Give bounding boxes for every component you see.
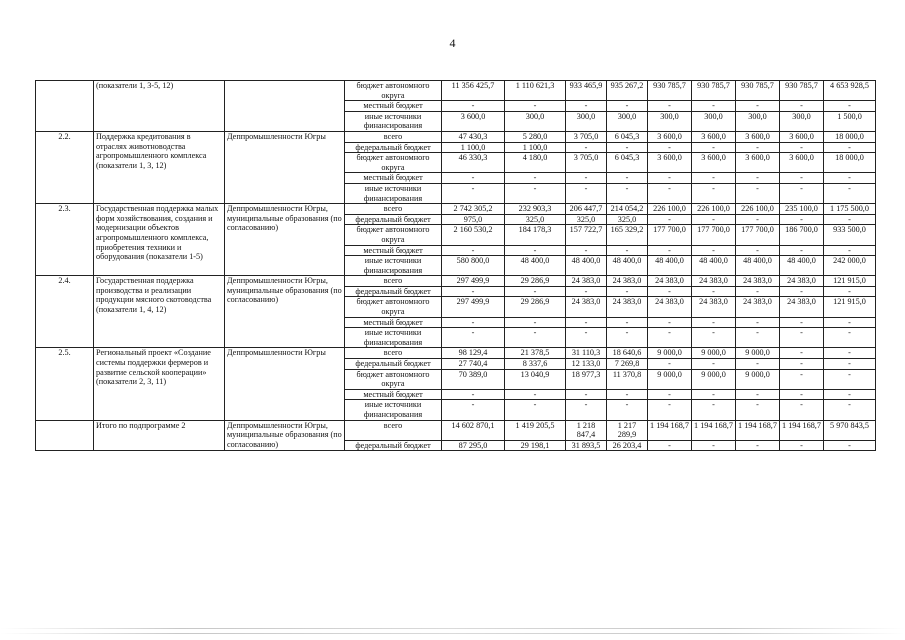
amount-cell: 935 267,2	[607, 81, 648, 101]
amount-cell: 3 600,0	[648, 131, 692, 142]
amount-cell: -	[824, 328, 876, 348]
amount-cell: 48 400,0	[607, 256, 648, 276]
amount-cell: 8 337,6	[505, 359, 566, 370]
amount-cell: 47 430,3	[442, 131, 505, 142]
amount-cell: -	[692, 400, 736, 420]
amount-cell: 31 110,3	[566, 348, 607, 359]
amount-cell: 18 977,3	[566, 369, 607, 389]
funding-source: федеральный бюджет	[345, 440, 442, 451]
amount-cell: 18 000,0	[824, 131, 876, 142]
amount-cell: 48 400,0	[566, 256, 607, 276]
funding-source: местный бюджет	[345, 389, 442, 400]
amount-cell: 975,0	[442, 214, 505, 225]
amount-cell: 3 600,0	[692, 153, 736, 173]
amount-cell: -	[780, 214, 824, 225]
amount-cell: -	[648, 101, 692, 112]
amount-cell: -	[736, 317, 780, 328]
funding-source: всего	[345, 204, 442, 215]
amount-cell: 9 000,0	[692, 348, 736, 359]
amount-cell: 3 600,0	[648, 153, 692, 173]
funding-source: всего	[345, 276, 442, 287]
amount-cell: -	[736, 173, 780, 184]
amount-cell: -	[442, 101, 505, 112]
amount-cell: 29 286,9	[505, 276, 566, 287]
funding-source: бюджет автономного округа	[345, 297, 442, 317]
amount-cell: -	[692, 359, 736, 370]
amount-cell: 9 000,0	[648, 348, 692, 359]
amount-cell: -	[780, 389, 824, 400]
amount-cell: 184 178,3	[505, 225, 566, 245]
amount-cell: -	[736, 142, 780, 153]
amount-cell: -	[824, 440, 876, 451]
funding-source: местный бюджет	[345, 173, 442, 184]
funding-source: бюджет автономного округа	[345, 369, 442, 389]
table-row	[36, 276, 876, 287]
table-row	[36, 420, 876, 440]
amount-cell: 24 383,0	[566, 297, 607, 317]
amount-cell: 9 000,0	[736, 348, 780, 359]
funding-source: местный бюджет	[345, 245, 442, 256]
amount-cell: -	[824, 286, 876, 297]
funding-source: федеральный бюджет	[345, 359, 442, 370]
amount-cell: -	[780, 142, 824, 153]
funding-source: местный бюджет	[345, 317, 442, 328]
amount-cell: 70 389,0	[442, 369, 505, 389]
item-responsible: Деппромышленности Югры, муниципальные образования (по согласованию)	[225, 204, 345, 276]
funding-source: бюджет автономного округа	[345, 153, 442, 173]
amount-cell: 24 383,0	[736, 297, 780, 317]
item-responsible: Деппромышленности Югры	[225, 348, 345, 420]
amount-cell: -	[824, 245, 876, 256]
funding-source: иные источники финансирования	[345, 328, 442, 348]
amount-cell: 1 175 500,0	[824, 204, 876, 215]
funding-source: местный бюджет	[345, 101, 442, 112]
amount-cell: -	[692, 389, 736, 400]
item-number	[36, 420, 94, 451]
amount-cell: -	[442, 328, 505, 348]
amount-cell: -	[566, 101, 607, 112]
amount-cell: -	[692, 142, 736, 153]
amount-cell: 27 740,4	[442, 359, 505, 370]
amount-cell: -	[692, 101, 736, 112]
amount-cell: -	[607, 328, 648, 348]
amount-cell: 48 400,0	[780, 256, 824, 276]
amount-cell: -	[607, 101, 648, 112]
amount-cell: 2 160 530,2	[442, 225, 505, 245]
item-name: Региональный проект «Создание системы поддержки фермеров и развитие сельской кооперации» (показатели 2, 3, 11)	[94, 348, 225, 420]
amount-cell: -	[607, 400, 648, 420]
amount-cell: 930 785,7	[780, 81, 824, 101]
amount-cell: 1 194 168,7	[780, 420, 824, 440]
amount-cell: -	[566, 317, 607, 328]
amount-cell: -	[566, 400, 607, 420]
amount-cell: -	[648, 359, 692, 370]
amount-cell: -	[442, 183, 505, 203]
amount-cell: -	[505, 286, 566, 297]
amount-cell: 3 600,0	[442, 111, 505, 131]
amount-cell: -	[505, 317, 566, 328]
amount-cell: 1 194 168,7	[692, 420, 736, 440]
amount-cell: 24 383,0	[607, 276, 648, 287]
amount-cell: 48 400,0	[505, 256, 566, 276]
amount-cell: -	[780, 286, 824, 297]
amount-cell: -	[442, 400, 505, 420]
amount-cell: -	[824, 369, 876, 389]
amount-cell: -	[824, 214, 876, 225]
amount-cell: -	[607, 183, 648, 203]
amount-cell: 5 280,0	[505, 131, 566, 142]
amount-cell: 226 100,0	[736, 204, 780, 215]
amount-cell: -	[566, 286, 607, 297]
amount-cell: -	[566, 328, 607, 348]
amount-cell: -	[648, 400, 692, 420]
amount-cell: -	[824, 142, 876, 153]
amount-cell: 300,0	[566, 111, 607, 131]
amount-cell: 235 100,0	[780, 204, 824, 215]
amount-cell: -	[736, 214, 780, 225]
amount-cell: -	[566, 245, 607, 256]
amount-cell: 24 383,0	[780, 276, 824, 287]
budget-table	[35, 80, 876, 451]
amount-cell: -	[505, 328, 566, 348]
amount-cell: -	[736, 245, 780, 256]
amount-cell: 5 970 843,5	[824, 420, 876, 440]
item-number	[36, 81, 94, 132]
amount-cell: -	[780, 183, 824, 203]
amount-cell: 4 653 928,5	[824, 81, 876, 101]
amount-cell: -	[780, 101, 824, 112]
amount-cell: 24 383,0	[607, 297, 648, 317]
amount-cell: -	[780, 369, 824, 389]
amount-cell: 933 465,9	[566, 81, 607, 101]
amount-cell: 3 600,0	[780, 131, 824, 142]
funding-source: федеральный бюджет	[345, 214, 442, 225]
amount-cell: -	[692, 328, 736, 348]
amount-cell: -	[505, 101, 566, 112]
amount-cell: -	[648, 183, 692, 203]
amount-cell: 24 383,0	[648, 276, 692, 287]
amount-cell: 186 700,0	[780, 225, 824, 245]
amount-cell: 6 045,3	[607, 153, 648, 173]
amount-cell: -	[442, 245, 505, 256]
funding-source: иные источники финансирования	[345, 400, 442, 420]
item-name: Государственная поддержка малых форм хозяйствования, создания и модернизации объектов агропромышленного комплекса, приобретения техники и оборудования (показатели 1-5)	[94, 204, 225, 276]
item-number: 2.2.	[36, 131, 94, 203]
amount-cell: 1 500,0	[824, 111, 876, 131]
amount-cell: 12 133,0	[566, 359, 607, 370]
amount-cell: 930 785,7	[736, 81, 780, 101]
amount-cell: 9 000,0	[692, 369, 736, 389]
amount-cell: 11 356 425,7	[442, 81, 505, 101]
amount-cell: -	[824, 173, 876, 184]
amount-cell: -	[736, 328, 780, 348]
page-number: 4	[449, 36, 456, 50]
amount-cell: 177 700,0	[648, 225, 692, 245]
item-responsible	[225, 81, 345, 132]
amount-cell: 206 447,7	[566, 204, 607, 215]
amount-cell: 297 499,9	[442, 297, 505, 317]
amount-cell: -	[648, 389, 692, 400]
amount-cell: -	[607, 389, 648, 400]
amount-cell: 325,0	[566, 214, 607, 225]
item-responsible: Деппромышленности Югры, муниципальные образования (по согласованию)	[225, 276, 345, 348]
funding-source: бюджет автономного округа	[345, 81, 442, 101]
amount-cell: 3 705,0	[566, 153, 607, 173]
amount-cell: 226 100,0	[692, 204, 736, 215]
amount-cell: 121 915,0	[824, 276, 876, 287]
amount-cell: -	[692, 173, 736, 184]
amount-cell: -	[824, 183, 876, 203]
amount-cell: 177 700,0	[736, 225, 780, 245]
amount-cell: -	[505, 245, 566, 256]
amount-cell: 24 383,0	[648, 297, 692, 317]
amount-cell: 1 100,0	[442, 142, 505, 153]
amount-cell: -	[607, 317, 648, 328]
amount-cell: 11 370,8	[607, 369, 648, 389]
amount-cell: -	[824, 101, 876, 112]
amount-cell: -	[692, 183, 736, 203]
scan-edge-bottom	[0, 628, 905, 629]
amount-cell: 1 217 289,9	[607, 420, 648, 440]
amount-cell: 300,0	[692, 111, 736, 131]
amount-cell: -	[780, 440, 824, 451]
amount-cell: 98 129,4	[442, 348, 505, 359]
funding-source: федеральный бюджет	[345, 142, 442, 153]
amount-cell: 14 602 870,1	[442, 420, 505, 440]
amount-cell: -	[780, 173, 824, 184]
amount-cell: -	[824, 359, 876, 370]
amount-cell: 297 499,9	[442, 276, 505, 287]
amount-cell: -	[692, 245, 736, 256]
amount-cell: 930 785,7	[648, 81, 692, 101]
amount-cell: 24 383,0	[780, 297, 824, 317]
table-row	[36, 81, 876, 101]
amount-cell: 7 269,8	[607, 359, 648, 370]
amount-cell: 165 329,2	[607, 225, 648, 245]
amount-cell: -	[648, 173, 692, 184]
amount-cell: 1 110 621,3	[505, 81, 566, 101]
amount-cell: 3 705,0	[566, 131, 607, 142]
table-row	[36, 348, 876, 359]
amount-cell: -	[505, 400, 566, 420]
funding-source: всего	[345, 420, 442, 440]
amount-cell: -	[505, 183, 566, 203]
amount-cell: -	[736, 359, 780, 370]
amount-cell: 1 100,0	[505, 142, 566, 153]
amount-cell: 242 000,0	[824, 256, 876, 276]
amount-cell: 325,0	[505, 214, 566, 225]
amount-cell: 1 194 168,7	[648, 420, 692, 440]
amount-cell: 300,0	[648, 111, 692, 131]
funding-source: иные источники финансирования	[345, 256, 442, 276]
amount-cell: -	[824, 317, 876, 328]
amount-cell: 87 295,0	[442, 440, 505, 451]
amount-cell: 29 286,9	[505, 297, 566, 317]
amount-cell: 930 785,7	[692, 81, 736, 101]
amount-cell: -	[692, 317, 736, 328]
amount-cell: 26 203,4	[607, 440, 648, 451]
amount-cell: -	[442, 286, 505, 297]
amount-cell: -	[780, 328, 824, 348]
amount-cell: 48 400,0	[736, 256, 780, 276]
amount-cell: -	[442, 317, 505, 328]
amount-cell: 9 000,0	[736, 369, 780, 389]
amount-cell: 24 383,0	[566, 276, 607, 287]
amount-cell: -	[736, 400, 780, 420]
amount-cell: -	[780, 400, 824, 420]
amount-cell: 300,0	[780, 111, 824, 131]
amount-cell: -	[648, 245, 692, 256]
amount-cell: -	[780, 245, 824, 256]
amount-cell: 300,0	[736, 111, 780, 131]
amount-cell: -	[780, 317, 824, 328]
amount-cell: 1 218 847,4	[566, 420, 607, 440]
item-number: 2.3.	[36, 204, 94, 276]
amount-cell: -	[692, 440, 736, 451]
amount-cell: 3 600,0	[780, 153, 824, 173]
amount-cell: -	[780, 348, 824, 359]
amount-cell: -	[824, 400, 876, 420]
amount-cell: 31 893,5	[566, 440, 607, 451]
amount-cell: 21 378,5	[505, 348, 566, 359]
amount-cell: 48 400,0	[648, 256, 692, 276]
amount-cell: 46 330,3	[442, 153, 505, 173]
amount-cell: -	[505, 389, 566, 400]
amount-cell: -	[566, 183, 607, 203]
amount-cell: 300,0	[607, 111, 648, 131]
amount-cell: 933 500,0	[824, 225, 876, 245]
funding-source: всего	[345, 131, 442, 142]
funding-source: всего	[345, 348, 442, 359]
funding-source: иные источники финансирования	[345, 183, 442, 203]
amount-cell: 300,0	[505, 111, 566, 131]
amount-cell: -	[442, 389, 505, 400]
amount-cell: -	[692, 286, 736, 297]
item-name: Итого по подпрограмме 2	[94, 420, 225, 451]
item-name: Государственная поддержка производства и реализации продукции мясного скотоводства (показатели 1, 4, 12)	[94, 276, 225, 348]
item-responsible: Деппромышленности Югры	[225, 131, 345, 203]
item-responsible: Деппромышленности Югры, муниципальные образования (по согласованию)	[225, 420, 345, 451]
amount-cell: -	[824, 389, 876, 400]
funding-source: бюджет автономного округа	[345, 225, 442, 245]
amount-cell: 6 045,3	[607, 131, 648, 142]
amount-cell: 1 194 168,7	[736, 420, 780, 440]
funding-source: федеральный бюджет	[345, 286, 442, 297]
amount-cell: -	[566, 173, 607, 184]
amount-cell: -	[566, 389, 607, 400]
amount-cell: -	[736, 389, 780, 400]
amount-cell: -	[736, 440, 780, 451]
amount-cell: -	[648, 317, 692, 328]
amount-cell: -	[692, 214, 736, 225]
amount-cell: -	[442, 173, 505, 184]
amount-cell: 24 383,0	[692, 276, 736, 287]
amount-cell: -	[780, 359, 824, 370]
amount-cell: 226 100,0	[648, 204, 692, 215]
amount-cell: 157 722,7	[566, 225, 607, 245]
amount-cell: 9 000,0	[648, 369, 692, 389]
amount-cell: 24 383,0	[692, 297, 736, 317]
amount-cell: 24 383,0	[736, 276, 780, 287]
amount-cell: -	[607, 142, 648, 153]
amount-cell: 325,0	[607, 214, 648, 225]
amount-cell: -	[648, 214, 692, 225]
amount-cell: -	[736, 101, 780, 112]
amount-cell: 177 700,0	[692, 225, 736, 245]
amount-cell: 3 600,0	[736, 131, 780, 142]
amount-cell: -	[736, 183, 780, 203]
amount-cell: 2 742 305,2	[442, 204, 505, 215]
amount-cell: -	[648, 440, 692, 451]
amount-cell: 1 419 205,5	[505, 420, 566, 440]
amount-cell: 232 903,3	[505, 204, 566, 215]
amount-cell: -	[648, 328, 692, 348]
amount-cell: 4 180,0	[505, 153, 566, 173]
amount-cell: 48 400,0	[692, 256, 736, 276]
amount-cell: 214 054,2	[607, 204, 648, 215]
amount-cell: -	[736, 286, 780, 297]
amount-cell: -	[566, 142, 607, 153]
amount-cell: 3 600,0	[692, 131, 736, 142]
table-row	[36, 204, 876, 215]
amount-cell: 13 040,9	[505, 369, 566, 389]
amount-cell: -	[505, 173, 566, 184]
amount-cell: 121 915,0	[824, 297, 876, 317]
scan-edge-bottom-2	[0, 633, 905, 634]
amount-cell: 18 640,6	[607, 348, 648, 359]
item-name: Поддержка кредитования в отраслях животноводства агропромышленного комплекса (показатели 1, 3, 12)	[94, 131, 225, 203]
amount-cell: -	[648, 142, 692, 153]
amount-cell: 18 000,0	[824, 153, 876, 173]
amount-cell: -	[607, 173, 648, 184]
item-number: 2.5.	[36, 348, 94, 420]
amount-cell: -	[824, 348, 876, 359]
amount-cell: 580 800,0	[442, 256, 505, 276]
amount-cell: 29 198,1	[505, 440, 566, 451]
amount-cell: -	[607, 245, 648, 256]
funding-source: иные источники финансирования	[345, 111, 442, 131]
amount-cell: -	[607, 286, 648, 297]
amount-cell: 3 600,0	[736, 153, 780, 173]
item-name: (показатели 1, 3-5, 12)	[94, 81, 225, 132]
table-row	[36, 131, 876, 142]
item-number: 2.4.	[36, 276, 94, 348]
amount-cell: -	[648, 286, 692, 297]
